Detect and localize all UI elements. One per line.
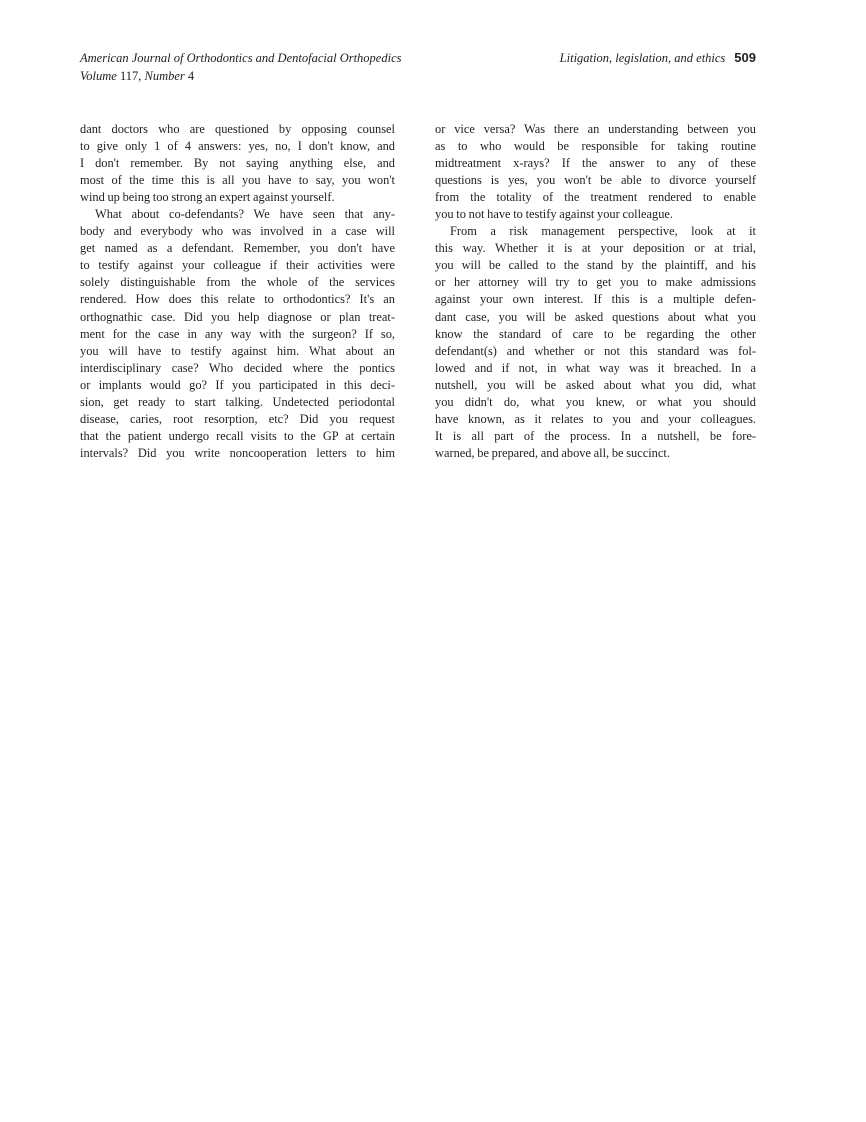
text-line: dant case, you will be asked questions about what you <box>435 309 756 324</box>
text-line: orthognathic case. Did you help diagnose or plan treat- <box>80 309 395 324</box>
text-line: solely distinguishable from the whole of the services <box>80 275 395 290</box>
text-line: to testify against your colleague if their activities were <box>80 258 395 273</box>
text-line: or vice versa? Was there an understanding between you <box>435 122 756 136</box>
text-line: most of the time this is all you have to say, you won't <box>80 173 395 188</box>
text-line: that the patient undergo recall visits to the GP at certain <box>80 428 395 443</box>
section-title: Litigation, legislation, and ethics <box>559 51 726 65</box>
text-line: wind up being too strong an expert against yourself. <box>80 190 335 205</box>
text-line: ment for the case in any way with the surgeon? If so, <box>80 326 395 341</box>
text-line: defendant(s) and whether or not this standard was fol- <box>435 343 756 358</box>
text-line: you will be called to the stand by the plaintiff, and his <box>435 258 756 273</box>
page-content <box>80 49 756 462</box>
journal-info <box>80 49 402 85</box>
volume-line <box>80 67 402 85</box>
text-line: have known, as it relates to you and your colleagues. <box>435 411 756 426</box>
text-line: from the totality of the treatment rendered to enable <box>435 190 756 205</box>
text-line: I don't remember. By not saying anything else, and <box>80 156 395 171</box>
text-line: lowed and if not, in what way was it breached. In a <box>435 360 756 375</box>
text-line: you will have to testify against him. What about an <box>80 343 395 358</box>
text-line: this way. Whether it is at your deposition or at trial, <box>435 241 756 256</box>
text-line: nutshell, you will be asked about what you did, what <box>435 377 756 392</box>
number-label: Number <box>144 69 185 83</box>
text-line: dant doctors who are questioned by opposing counsel <box>80 122 395 136</box>
text-line: you to not have to testify against your colleague. <box>435 207 674 222</box>
left-column <box>80 121 395 462</box>
journal-title: American Journal of Orthodontics and Dentofacial Orthopedics <box>80 51 402 65</box>
text-line: interdisciplinary case? Who decided where the pontics <box>80 360 395 375</box>
text-line: against your own interest. If this is a multiple defen- <box>435 292 756 307</box>
text-line: intervals? Did you write noncooperation letters to him <box>80 445 395 460</box>
text-line: as to who would be responsible for taking routine <box>435 139 756 154</box>
page-number: 509 <box>734 50 756 65</box>
text-line: or her attorney will try to get you to make admissions <box>435 275 756 290</box>
article-body <box>80 121 756 462</box>
text-line: questions is yes, you won't be able to divorce yourself <box>435 173 756 188</box>
running-header <box>80 49 756 85</box>
text-line: know the standard of care to be regarding the other <box>435 326 756 341</box>
text-line: get named as a defendant. Remember, you don't have <box>80 241 395 256</box>
text-line: disease, caries, root resorption, etc? Did you request <box>80 411 395 426</box>
volume-label: Volume <box>80 69 117 83</box>
text-line: to give only 1 of 4 answers: yes, no, I don't know, and <box>80 139 395 154</box>
text-line: warned, be prepared, and above all, be succinct. <box>435 445 670 460</box>
number-value: 4 <box>187 69 195 83</box>
text-line: body and everybody who was involved in a case will <box>80 224 395 239</box>
text-line: It is all part of the process. In a nutshell, be fore- <box>435 428 756 443</box>
text-line: midtreatment x-rays? If the answer to any of these <box>435 156 756 171</box>
volume-value: 117, <box>119 69 142 83</box>
text-line: What about co-defendants? We have seen that any- <box>95 207 395 222</box>
text-line: rendered. How does this relate to orthodontics? It's an <box>80 292 395 307</box>
section-info <box>560 49 756 67</box>
text-line: sion, get ready to start talking. Undetected periodontal <box>80 394 395 409</box>
right-column <box>435 121 756 462</box>
text-line: you didn't do, what you knew, or what you should <box>435 394 756 409</box>
text-line: or implants would go? If you participated in this deci- <box>80 377 395 392</box>
text-line: From a risk management perspective, look at it <box>450 224 756 239</box>
